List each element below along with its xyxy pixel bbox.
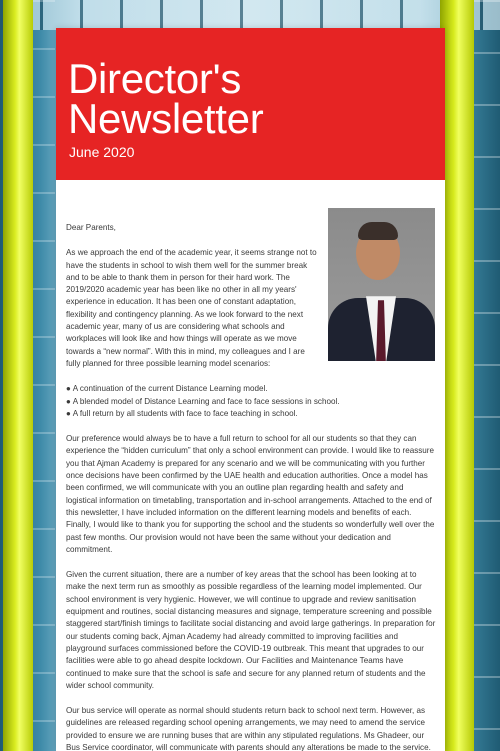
background-roof <box>0 0 500 30</box>
scenario-list <box>66 383 436 420</box>
title-line-2: Newsletter <box>68 95 264 142</box>
list-item: ● A full return by all students with face to face teaching in school. <box>66 408 298 418</box>
background-glass-right <box>474 0 500 751</box>
paragraph-bus-service: Our bus service will operate as normal should students return back to school next term. However, as guidelines are released regarding school opening arrangements, we may need to amend the service provided to ensure we are running buses that are within any stipulated regulations. Ms Ghadeer, our Bus Service coordinator, will communicate with parents should any alterations be made to the service. <box>66 706 431 751</box>
newsletter-title <box>68 28 433 142</box>
background-pillar-right <box>440 0 474 751</box>
director-photo <box>328 208 435 361</box>
newsletter-card <box>56 28 445 751</box>
background-glass-left <box>33 0 55 751</box>
paragraph-intro: As we approach the end of the academic year, it seems strange not to have the students in school to wish them well for the summer break and to be able to thank them in person for their hard work. The 2019/2020 academic year has been like no other in all my years' experience in education. It has been one of constant adaptation, flexibility and contingency planning. As we look forward to the next academic year, many of us are considering what schools and workplaces will look like and how things will operate as we move towards a “new normal”. With this in mind, my colleagues and I are fully planned for three possible learning model scenarios: <box>66 248 317 368</box>
title-line-1: Director's <box>68 55 242 102</box>
newsletter-body <box>56 222 445 751</box>
list-item: ● A blended model of Distance Learning and face to face sessions in school. <box>66 396 340 406</box>
background-pillar-left <box>3 0 33 751</box>
newsletter-header <box>56 28 445 180</box>
paragraph-preference: Our preference would always be to have a full return to school for all our students so that they can experience the “hidden curriculum” that only a school environment can provide. I would like to reassure you that Ajman Academy is prepared for any scenario and we will be communicating with you further once decisions have been confirmed by the UAE health and education authorities. Once a model has been confirmed, we will communicate with you an outline plan regarding health and safety and logistical information on timetabling, transportation and in-school arrangements. Attached to the end of this newsletter, I have included information on the different learning models and benefits of each. Finally, I would like to thank you for supporting the school and the students so wonderfully well over the past few months. Our provision would not have been the same without your dedication and commitment. <box>66 434 435 554</box>
greeting: Dear Parents, <box>66 223 116 232</box>
newsletter-date: June 2020 <box>69 144 135 160</box>
photo-hair <box>358 222 398 240</box>
paragraph-situation: Given the current situation, there are a number of key areas that the school has been looking at to make the next term run as smoothly as possible regardless of the learning model implemented. Our school environment is very hygienic. However, we will continue to upgrade and review sanitisation equipment and routines, social distancing measures and signage, temperature screening and possible staggered start/finish timings to facilitate social distancing and avoid large gatherings. In preparation for our students coming back, Ajman Academy had already committed to improving facilities and playground surfaces commissioned before the COVID-19 outbreak. This meant that upgrades to our facilities were able to go ahead despite lockdown. Our Facilities and Maintenance Teams have continued to make sure that the school is safe and secure for any planned return of students and the wider school community. <box>66 570 436 690</box>
list-item: ● A continuation of the current Distance Learning model. <box>66 384 268 394</box>
